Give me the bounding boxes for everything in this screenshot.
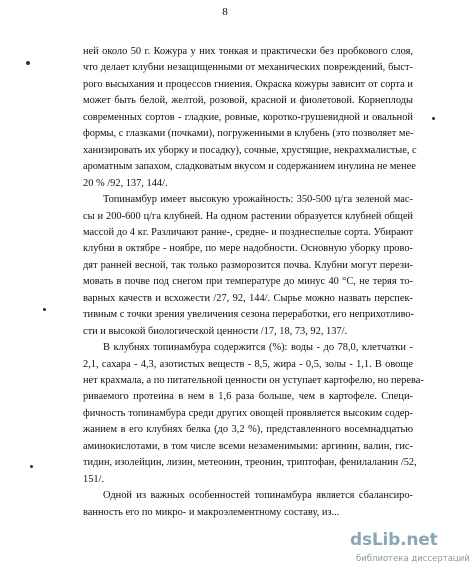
- text-line: 20 % /92, 137, 144/.: [83, 177, 168, 189]
- scan-speck: [30, 465, 33, 468]
- text-line: Одной из важных особенностей топинамбура является сбалансиро-: [103, 490, 413, 502]
- text-line: ханизировать их уборку и посадку), сочные, хрустящие, некрахмалистые, с: [83, 144, 417, 156]
- scan-speck: [432, 117, 435, 120]
- scan-speck: [43, 308, 46, 311]
- page-number: 8: [222, 6, 228, 18]
- text-line: фичность топинамбура среди других овощей проявляется высоким содер-: [83, 407, 413, 419]
- watermark-subtitle: библиотека диссертаций: [356, 554, 470, 564]
- text-line: В клубнях топинамбура содержится (%): воды - до 78,0, клетчатки -: [103, 342, 413, 354]
- text-line: рого высыхания и процессов гниения. Окраска кожуры зависит от сорта и: [83, 78, 413, 90]
- text-line: 151/.: [83, 473, 105, 485]
- text-line: риваемого протеина в нем в 1,6 раза больше, чем в картофеле. Специ-: [83, 391, 413, 403]
- text-line: дят ранней весной, так только разморозится почва. Клубни могут перези-: [83, 259, 413, 271]
- text-line: аминокислотами, в том числе всеми незаменимыми: аргинин, валин, гис-: [83, 440, 413, 452]
- text-line: тидин, изолейцин, лизин, метеонин, треонин, триптофан, фенилаланин /52,: [83, 457, 417, 469]
- text-line: что делает клубни незащищенными от механических повреждений, быст-: [83, 62, 413, 74]
- text-line: нет крахмала, а по питательной ценности он уступает картофелю, но перева-: [83, 375, 424, 386]
- text-line: варных качеств и всхожести /27, 92, 144/. Сырье можно назвать перспек-: [83, 292, 413, 304]
- text-line: 2,1, сахара - 4,3, азотистых веществ - 8,5, жира - 0,5, золы - 1,1. В овоще: [83, 358, 413, 370]
- text-line: жанием в его клубнях белка (до 3,2 %), представленного восемнадцатью: [83, 424, 413, 436]
- text-line: мовать в почве под снегом при температуре до минус 40 °С, не теряя то-: [83, 276, 413, 288]
- watermark-logo: dsLib.net: [350, 530, 438, 550]
- text-line: сы и 200-600 ц/га клубней. На одном растении образуется клубней общей: [83, 210, 413, 222]
- text-line: сти и высокой биологической ценности /17, 18, 73, 92, 137/.: [83, 325, 348, 337]
- watermark[interactable]: [348, 528, 470, 578]
- text-line: ароматным запахом, сладковатым вкусом и содержанием инулина не менее: [83, 161, 416, 173]
- text-line: массой до 4 кг. Различают ранне-, средне- и позднеспелые сорта. Убирают: [83, 226, 413, 238]
- text-line: ней около 50 г. Кожура у них тонкая и практически без пробкового слоя,: [83, 46, 413, 57]
- text-line: Топинамбур имеет высокую урожайность: 350-500 ц/га зеленой мас-: [103, 194, 413, 206]
- text-line: может быть белой, желтой, розовой, красной и фиолетовой. Корнеплоды: [83, 95, 413, 107]
- text-line: клубни в октябре - ноябре, по мере надобности. Основную уборку прово-: [83, 243, 413, 255]
- text-line: современных сортов - гладкие, ровные, коротко-грушевидной и овальной: [83, 111, 413, 123]
- text-line: ванность его по микро- и макроэлементному составу, из...: [83, 506, 340, 518]
- text-line: формы, с глазками (почками), погруженными в клубень (это позволяет ме-: [83, 128, 414, 140]
- text-line: тивным с точки зрения увеличения сезона переработки, его неприхотливо-: [83, 309, 415, 321]
- scan-speck: [26, 61, 30, 65]
